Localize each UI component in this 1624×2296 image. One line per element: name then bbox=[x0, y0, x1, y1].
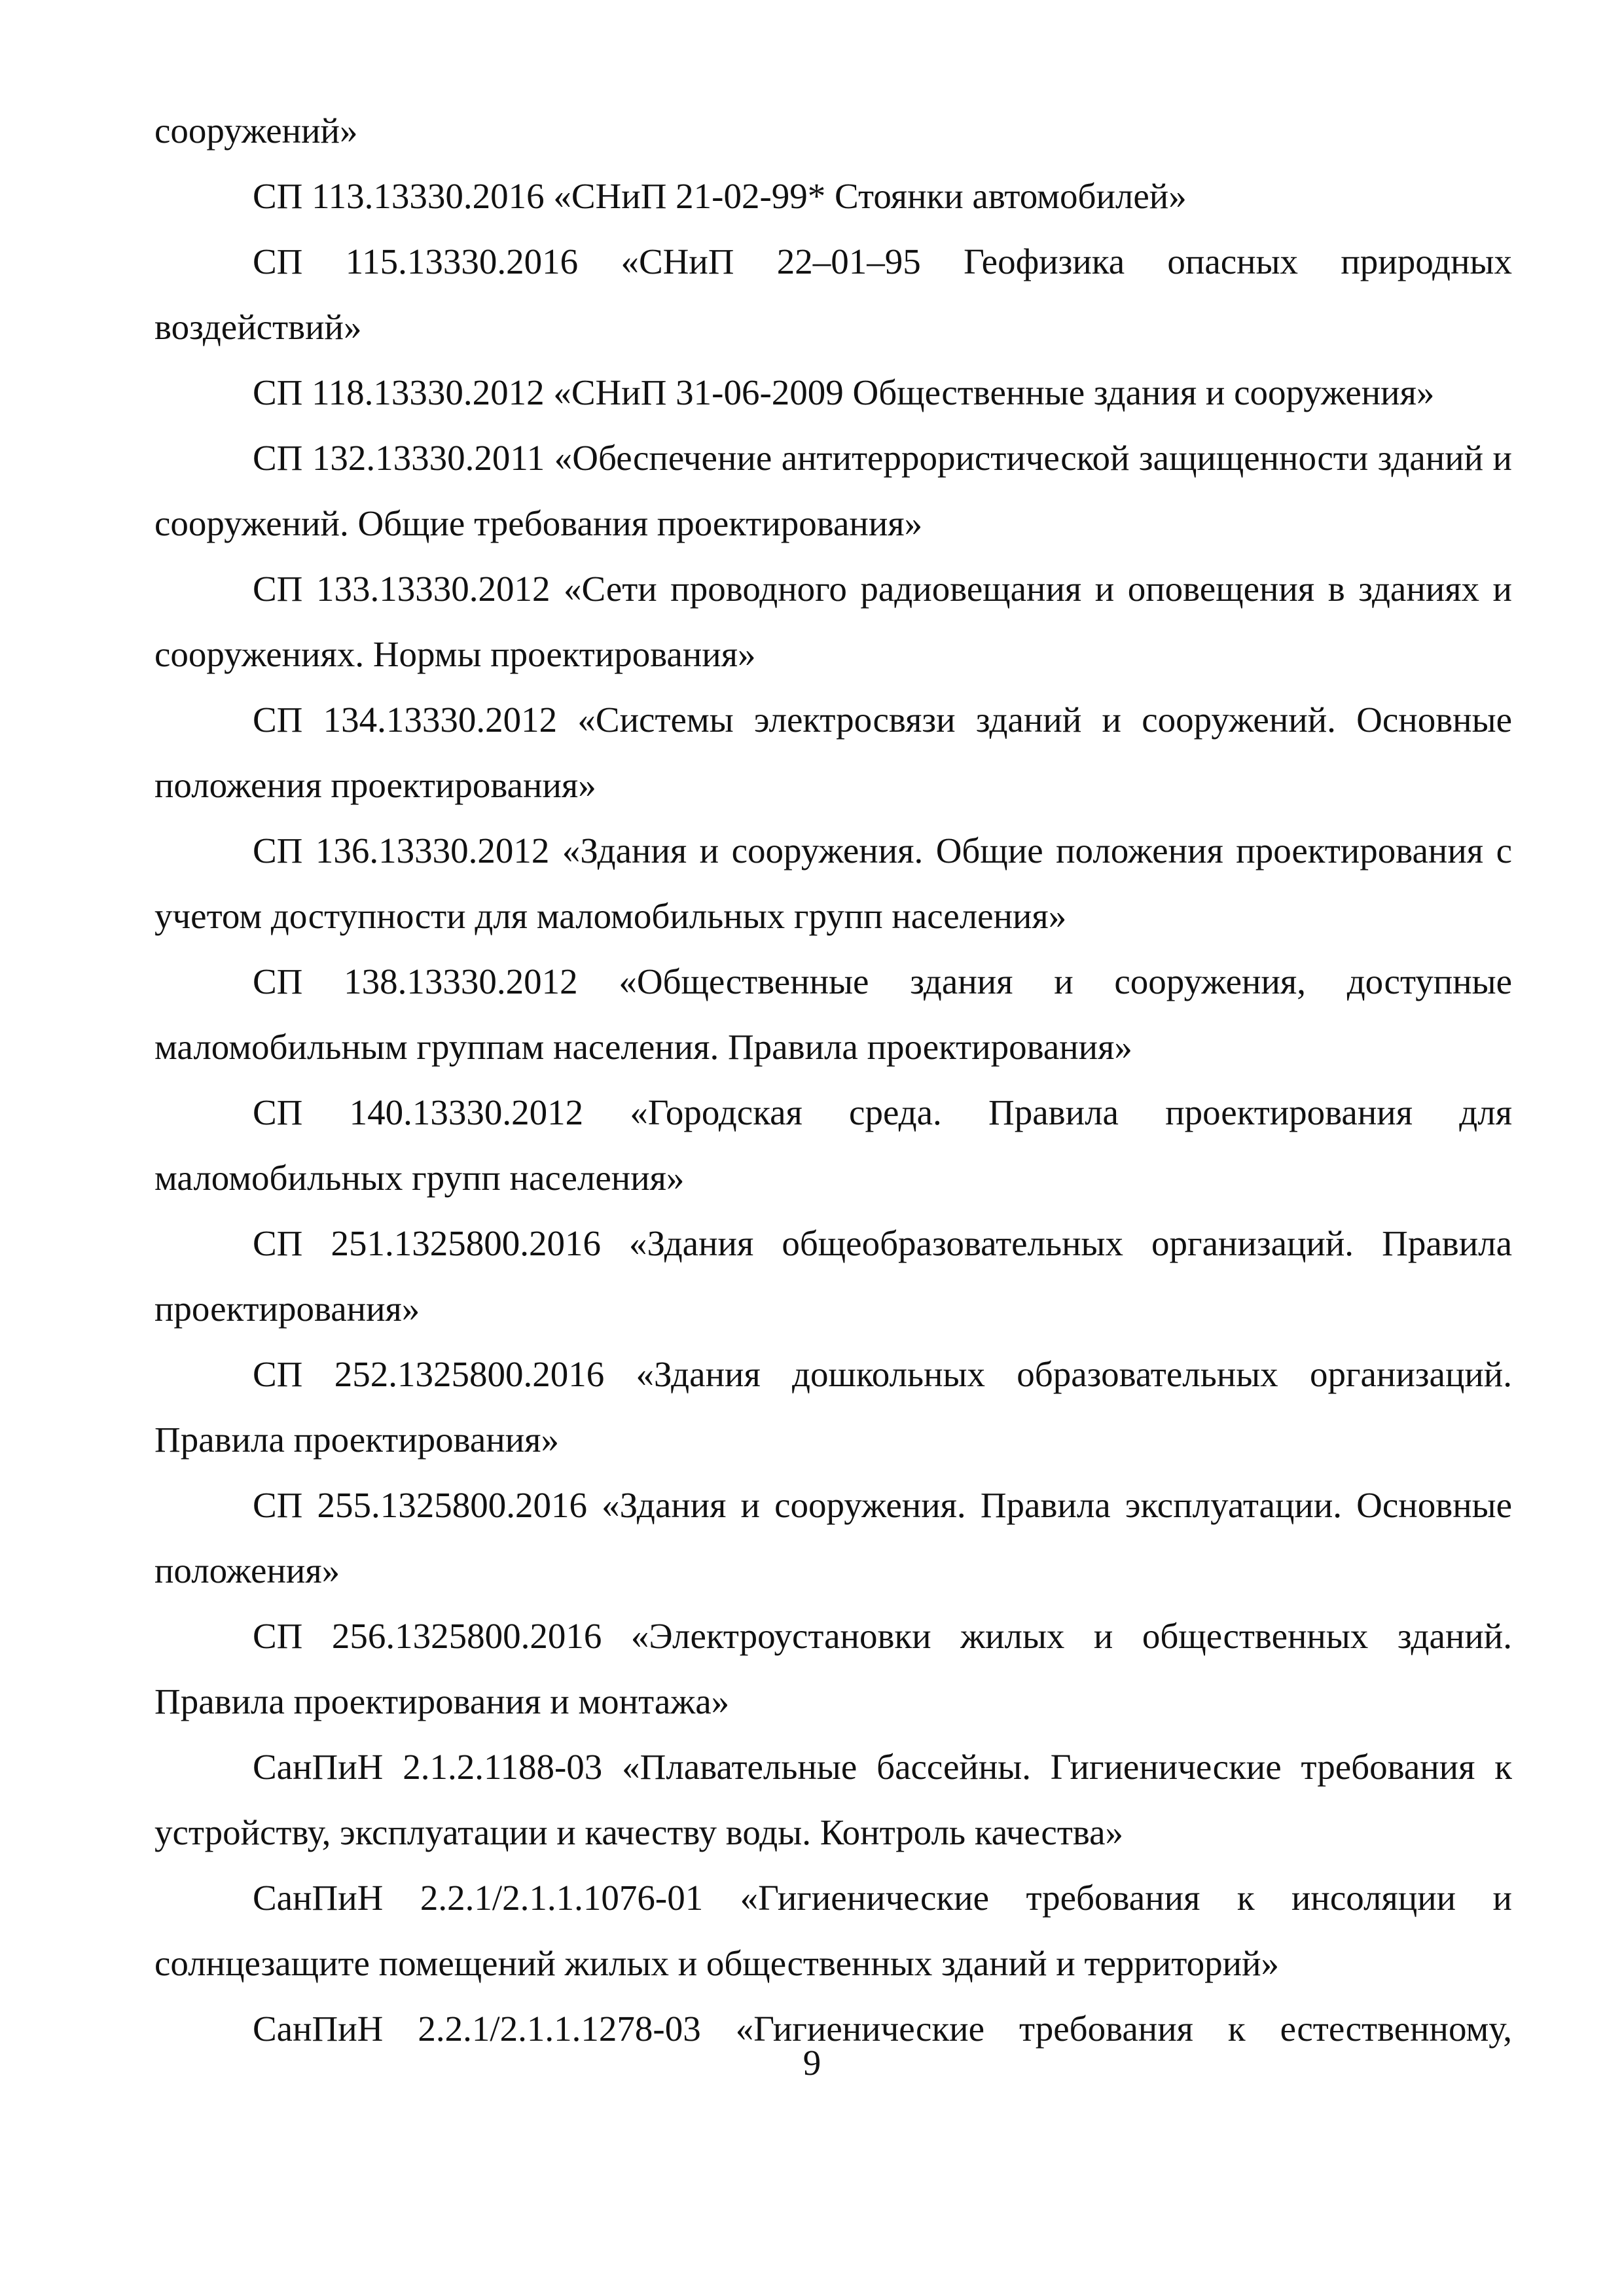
reference-item: СП 140.13330.2012 «Городская среда. Правила проектирования для маломобильных групп населения» bbox=[154, 1092, 1512, 1198]
reference-item: СП 132.13330.2011 «Обеспечение антитеррористической защищенности зданий и сооружений. Общие требования проектирования» bbox=[154, 438, 1512, 543]
reference-item: СП 113.13330.2016 «СНиП 21-02-99* Стоянки автомобилей» bbox=[253, 176, 1187, 216]
reference-item: СП 118.13330.2012 «СНиП 31-06-2009 Общественные здания и сооружения» bbox=[253, 372, 1435, 412]
reference-item: СП 255.1325800.2016 «Здания и сооружения. Правила эксплуатации. Основные положения» bbox=[154, 1485, 1512, 1590]
reference-item: СанПиН 2.1.2.1188-03 «Плавательные бассейны. Гигиенические требования к устройству, эксплуатации и качеству воды. Контроль качества» bbox=[154, 1747, 1512, 1852]
paragraph-continuation: сооружений» bbox=[154, 111, 358, 151]
reference-item: СП 251.1325800.2016 «Здания общеобразовательных организаций. Правила проектирования» bbox=[154, 1223, 1512, 1329]
document-body bbox=[154, 98, 1512, 2062]
reference-item: СП 256.1325800.2016 «Электроустановки жилых и общественных зданий. Правила проектирования и монтажа» bbox=[154, 1616, 1512, 1721]
reference-item: СП 252.1325800.2016 «Здания дошкольных образовательных организаций. Правила проектирования» bbox=[154, 1354, 1512, 1460]
page-number: 9 bbox=[803, 2043, 821, 2083]
reference-item: СП 115.13330.2016 «СНиП 22–01–95 Геофизика опасных природных воздействий» bbox=[154, 242, 1512, 347]
reference-item: СП 138.13330.2012 «Общественные здания и сооружения, доступные маломобильным группам населения. Правила проектирования» bbox=[154, 961, 1512, 1067]
reference-item: СП 134.13330.2012 «Системы электросвязи зданий и сооружений. Основные положения проектирования» bbox=[154, 700, 1512, 805]
reference-item-continued: СанПиН 2.2.1/2.1.1.1278-03 «Гигиенические требования к естественному, bbox=[253, 2009, 1512, 2049]
reference-item: СП 133.13330.2012 «Сети проводного радиовещания и оповещения в зданиях и сооружениях. Нормы проектирования» bbox=[154, 569, 1512, 674]
reference-item: СанПиН 2.2.1/2.1.1.1076-01 «Гигиенические требования к инсоляции и солнцезащите помещений жилых и общественных зданий и территорий» bbox=[154, 1878, 1512, 1983]
reference-item: СП 136.13330.2012 «Здания и сооружения. Общие положения проектирования с учетом доступности для маломобильных групп населения» bbox=[154, 831, 1512, 936]
